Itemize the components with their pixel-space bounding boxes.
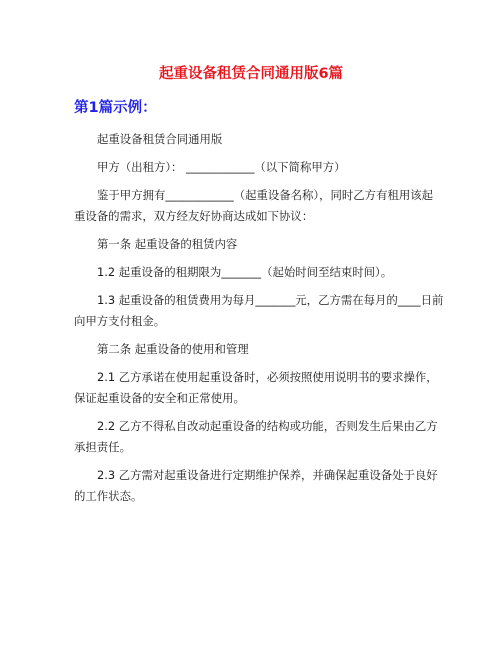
paragraph-clause-1-3: 1.3 起重设备的租赁费用为每月_______元，乙方需在每月的____日前向甲方支付租金。 <box>74 293 444 328</box>
paragraph-preamble: 鉴于甲方拥有____________（起重设备名称），同时乙方有租用该起重设备的需求，双方经友好协商达成如下协议： <box>74 188 434 223</box>
paragraph-clause-2-2: 2.2 乙方不得私自改动起重设备的结构或功能，否则发生后果由乙方承担责任。 <box>74 419 438 454</box>
document-title: 起重设备租赁合同通用版6篇 <box>158 66 344 82</box>
paragraph-contract-name: 起重设备租赁合同通用版 <box>97 132 223 146</box>
paragraph-clause-1-2: 1.2 起重设备的租期限为_______（起始时间至结束时间）。 <box>97 265 393 279</box>
paragraph-clause-2-1: 2.1 乙方承诺在使用起重设备时，必须按照使用说明书的要求操作，保证起重设备的安全和正常使用。 <box>74 370 438 405</box>
paragraph-article-1-heading: 第一条 起重设备的租赁内容 <box>97 237 238 251</box>
paragraph-article-2-heading: 第二条 起重设备的使用和管理 <box>97 342 249 356</box>
document-body <box>74 129 444 514</box>
section-heading: 第1篇示例： <box>74 100 157 116</box>
paragraph-party-a: 甲方（出租方）： ____________（以下简称甲方） <box>97 160 346 174</box>
paragraph-clause-2-3: 2.3 乙方需对起重设备进行定期维护保养，并确保起重设备处于良好的工作状态。 <box>74 468 438 503</box>
